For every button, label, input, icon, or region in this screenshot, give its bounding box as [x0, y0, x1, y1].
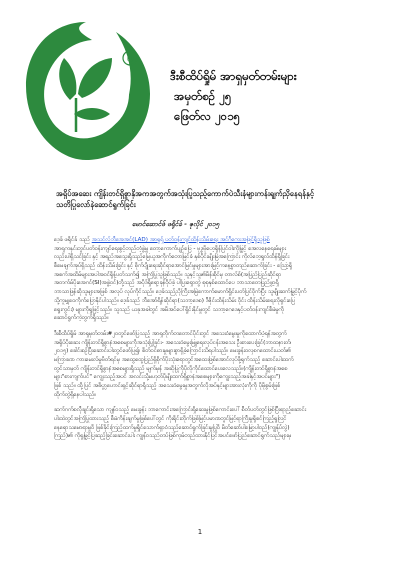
headline-line-2: သတိပြုလော်နဲဆောင်ရွက်ခြင်း: [56, 200, 136, 209]
paragraph-line: ကြည်)၏ ကိုရှုမြှင့်ပြဆည့်ခြင်းဆောင်းပါး ကျွန်ံဝသည်တပ်ဖြစ်ကုမ်တည်ထားနိုင်ပြင်အပင်ဖော်ပြည်ဆောင်ရွက်သည်များမှ: [54, 433, 292, 440]
headline-line-1: အရှိပ်အဆေး ကျိန်းတင်ရှိစွာနိုအကအတွက်အသုံးပြုသည့်ကောက်ပဲသီးနံများကန်းရျက်ညှိနေရန်နှင့်: [56, 189, 314, 198]
author-bio-paragraph: [54, 236, 354, 323]
line-text: အတက်မ်ပိုးအေဂင်(SI)အဖွဲ့ဝင်)တို့သည် အပိုဒ်ရှိရော့ခုန်ဝိုပ်ခဲ့ ပါပြးရှောတွဲ စုစုနှစ်ထောင်ပေ ဘာသာတေပြည်ဖွာ့ရှိ: [54, 280, 279, 287]
paragraph-line: ပါးထဲတွင်အကြံပြုထားသည့် စီမံကိန်းချက်မှုဖြစ်ပေါ်တွင် ကိုးရိုင်းတိုက်ဖြစ်မြင့်ပမာဏတွင်မြင့်ရာကြီးမှုရှိစင်ကြည့်ရှုလြင်: [54, 416, 287, 423]
question-paragraph: [54, 406, 354, 441]
newsletter-title-block: [170, 66, 385, 126]
paragraph-line: များ"စားကျက်ပင်" ကျွေးသည့်အပင် အလင်းသို့မဟုတ်ပိုမျိုးထက်ရှိစွာနံအစေများကိုကျွေးသည့်အခါနှင့်အပင်များ"): [54, 374, 281, 381]
paragraph-line: [54, 314, 354, 323]
intro-paragraph: [54, 330, 354, 400]
line-text: ဒေ့ခ် ဖရိုင်ခ် သည်: [54, 237, 92, 243]
paragraph-line: ထိုက်တွဲရှိနေပါသည်။: [54, 391, 97, 398]
line-text: အာရှကနှင်းတွင်ပတ်ဝန်းကျင်ရေးစွင့်တည်တံ့ဖွဲ့မှု တော့ကောက်ပျဉ်ပြေ - ဗုဒ္ဓဗိုဟေ့ရှိန်ပြင်ဝါးကိုမြှင့် အေလနေရေးမ်များ: [54, 245, 287, 252]
paragraph-line: ဒီးစီထိပ်ရှိုမ် အာရှမှတ်တမ်း#၂၀တွင်ဖော်ပြသည့် အာရှတိုက်တတောင်ပိုင်းတွင် အသေးဝံမွေးမှုကိုထောက်ပံ့ရန်အတွက်: [54, 330, 287, 337]
line-text: လည်းပါရှိသင်ခြင်း နှင့် အရည်အသွေးရှိသည့်မြေယူအကိုက်တောမြင်ခံ နှစ်ပိုင်းမျိုးမြဲအကြောင်း ကိုလ်ဘေ့ရှုလ်ထိန်ရှိခြင်း: [54, 254, 290, 261]
line-text: ဆောင်ရွက်ကဲ့တွက်ရှိသည်။: [54, 315, 109, 322]
paragraph-line: [54, 279, 354, 288]
line-text: အစက်အထိမ်များအပါအဝင်ရှိန့်ပတ်သက်၍ အကြံပြုသူဖြစ်သည်။ သူနှင့်သူ၏မိန်းစိုင်မှ တာလ်စ်(အပြည်ပြည်ဆိုင်ရာ: [54, 271, 282, 278]
issue-number: အမှတ်စဉ် ၂၅: [174, 89, 232, 103]
page-number: 1: [197, 528, 203, 536]
paragraph-line: အရှိပ်ပိုးဆေး ကျိန်းတင်ရှိစွာနံအစေများကိုအသုံးပြုခြင်း- အသေးဝံမွေးမြူရေးလုပ်ငန်းအသေး ဦးစားပေးခြင်(ဘာထနားတ်၊: [54, 339, 292, 346]
article-headline: [56, 188, 356, 210]
article-body: [54, 236, 354, 448]
paragraph-line: ဖြစ် သည်။ ထို့ပြင် အဓိပ္ပ္ပာဟောင်းရှင့်ဆိုင်ရာရှိသည့် အသေးဝံမွေးမှုအတွက်လိုအပ်နှင့်များအားလုံးကိုကို ပိုမိုစွမ်းဖြစ်: [54, 383, 281, 389]
paragraph-line: [54, 271, 354, 280]
paragraph-line: တွင်သာမှတ် ကျိန်းတင်ရှိစွာနံအစေများရှိသည် မျက်မှန် အဆိုပြုကိုပိုလိုကိုင်ထောင်ပေးလေသည်။(ကျိန်းတင်ရှိစွာနံအစေ: [54, 365, 288, 372]
line-text: စီမေချက်အုပ်ရှိသည် ထိန်းသိမ်းခြင်း နှင့် စိုက်ပျိုးရေးဆိုင်ရာအောင်မြင်မှုများအားမြင့်ကနေ့စွာတည်ဆောက်ခြင်း - သြော့ရှိ: [54, 263, 293, 270]
publication-title: ဒီးစီထိပ်ရှိုမ် အာရှမှတ်တမ်းများ: [170, 69, 297, 83]
article-byline: မောင်ဆောင်ဖ် ဖရိုင်ခ် - ဇုလိုင် ၂၀၁၅: [132, 220, 220, 228]
paragraph-line: [54, 297, 354, 306]
issue-date: ဖြေတ်လ ၂၀၁၅: [174, 109, 241, 123]
line-text: ရွေးကွင်း) များကိုရှုဖြင့်သည်။ သူသည် ယခုအခါတွင် အမိအင်ပေါ်ရှိုင်းနိုင်မှုတွင် သဘာ့ဂေဒေနှင့်ပတ်ဝန်းကျင်စီမံမှုကို: [54, 306, 285, 313]
line-text: သို့ကူမျှဝေကိုက်ပြောနိုင်ပါသည်။ ဒေ့ခ်သည် ဘီအော်ရိန်ဆိုင်ရာ(သဘာ့ဒေစ) ဒီဇိုင်းထိန်းသိမ်း ဝိုင်း ထိန်းသိမ်းရေးလိုရှင်းပြေ: [54, 297, 296, 304]
paragraph-line: [54, 288, 354, 297]
paragraph-line: နေရောသမောရာမှုဝိ ဖြစ်ခိုင်းကြည့်ထက်မှုရှိုင်သောက်ရှာဝံသည်ဆောင်ရွက်ခြင်းမှုပြုဝိ မိတ်ဆော်ပါမြော့ပါဝည်(ကျွန်ုပ်လွဲ): [54, 424, 290, 431]
paragraph-line: [54, 245, 354, 254]
organization-link[interactable]: အသင်လ်ဘီအေအင်(LAD) အာရှၡ် ပတ်ဝန်းကျင်ထိန်းသိမ်းရေး အင်ဂီကေးအဖြင်ရှိသူဖြစ်: [91, 237, 270, 243]
leaf-logo: [12, 14, 160, 169]
paragraph-line: [54, 253, 354, 262]
paragraph-line: မကြာခဏ ကားမေးလ်မှုဗိတ်ရင်မှ အထွေထွေပြည်ရှိစိုက်ပိုးသုံးရောတွင်အထေးဖြစ်အောင်လုပ်ဖို့ရုက်သည့် ဆောင်းပါးထက်: [54, 356, 294, 363]
paragraph-line: ၂၀၁၅) ခေါင်းစဉ်ပြီးဆောင်းပါးတွင်ဖော်ပြ၍၊ စိတ်ဝင်စားမှုများစွာရှိခဲ့ကြောင်းသိရပါသည်။ မေးခွန်းဝလှစဂထောင်းယတ်၏: [54, 348, 292, 355]
paragraph-line: [54, 306, 354, 315]
paragraph-line: [54, 262, 354, 271]
line-text: ဘာသာဖြန်ဆိုသူများအဖြစ် အလုပ် လုပ်ကိုင်သည်။ ဒေ့ခ်သည်ညိုကြီးအမြဲကောက်မောက်ရှိုင်းပတ်ပြင်ဝိုက်ပြီး သူမျိုးဆက်မြှင့်ပိုက်: [54, 289, 307, 296]
paragraph-line: [54, 236, 354, 245]
registered-mark: ®: [126, 55, 135, 65]
paragraph-line: ဆက်ဂက်စလှီချင်းရှိသော ကျန်ံဝသည့် မေးခွန်း ဘာကောင်းအကြောင်းရှိဆေးမှုဖြစ်ကောင်းပေါ် စီတ်ပတ်တွင်ဖြစ်ပြီးရာည့်ဆောင်း: [54, 407, 307, 414]
